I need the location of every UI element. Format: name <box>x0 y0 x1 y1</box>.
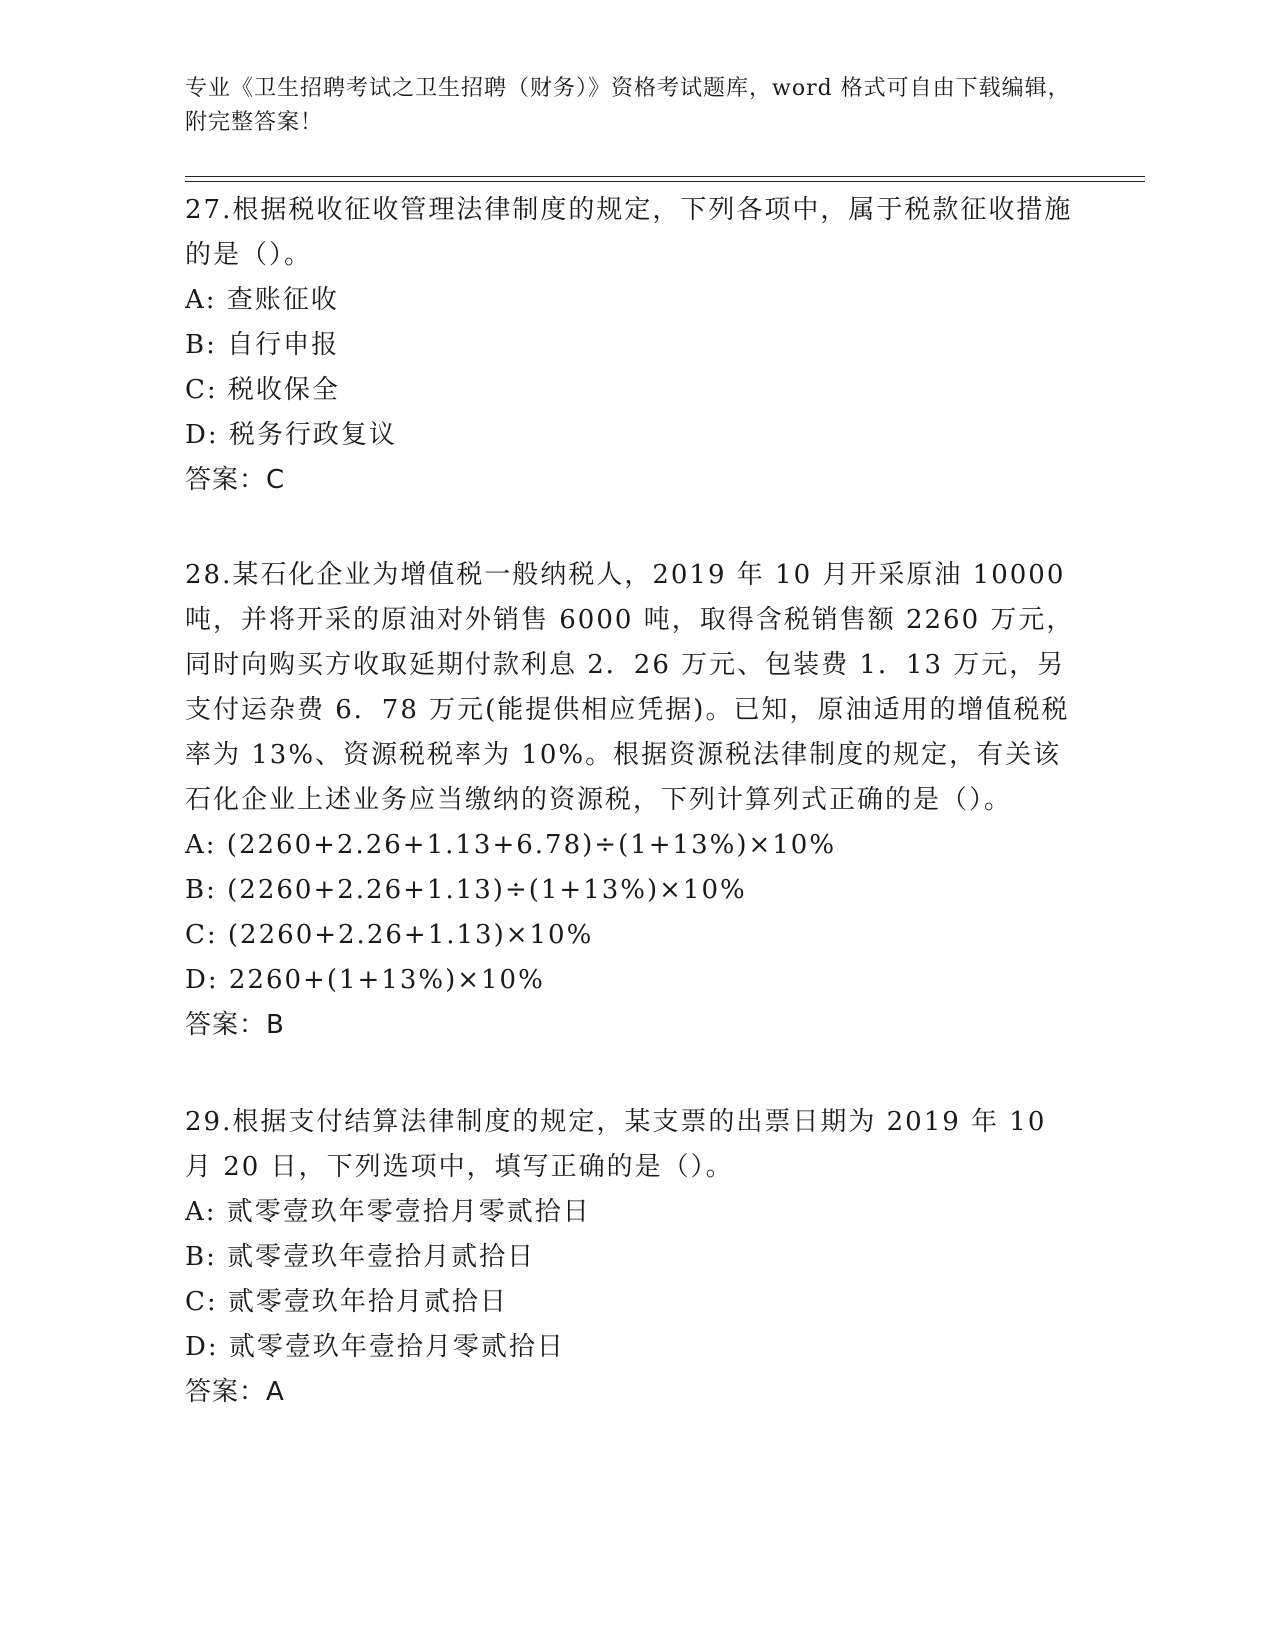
option-b: B: 自行申报 <box>185 330 340 360</box>
question-27 <box>185 188 1075 503</box>
option-d: D: 贰零壹玖年壹拾月零贰拾日 <box>185 1332 565 1362</box>
option-a: A: (2260+2.26+1.13+6.78)÷(1+13%)×10% <box>185 830 837 860</box>
answer-label: 答案：C <box>185 465 286 495</box>
option-d: D: 2260+(1+13%)×10% <box>185 965 545 995</box>
header-divider-bottom <box>185 181 1145 182</box>
answer-label: 答案：B <box>185 1010 285 1040</box>
option-c: C: (2260+2.26+1.13)×10% <box>185 920 594 950</box>
question-stem: 27.根据税收征收管理法律制度的规定，下列各项中，属于税款征收措施的是（）。 <box>185 195 1073 270</box>
option-d: D: 税务行政复议 <box>185 420 397 450</box>
question-stem: 29.根据支付结算法律制度的规定，某支票的出票日期为 2019 年 10 月 20 日，下列选项中，填写正确的是（）。 <box>185 1107 1047 1182</box>
option-c: C: 贰零壹玖年拾月贰拾日 <box>185 1287 508 1317</box>
option-a: A: 查账征收 <box>185 285 339 315</box>
question-stem: 28.某石化企业为增值税一般纳税人，2019 年 10 月开采原油 10000 吨，并将开采的原油对外销售 6000 吨，取得含税销售额 2260 万元，同时向购买方收取延期付款利息 2．26 万元、包装费 1．13 万元，另支付运杂费 6．78 万元(能提供相应凭据)。已知，原油适用的增值税税率为 13%、资源税税率为 10%。根据资源税法律制度的规定，有关该石化企业上述业务应当缴纳的资源税，下列计算列式正确的是（）。 <box>185 560 1075 815</box>
option-a: A: 贰零壹玖年零壹拾月零贰拾日 <box>185 1197 591 1227</box>
document-header: 专业《卫生招聘考试之卫生招聘（财务）》资格考试题库，word 格式可自由下载编辑，附完整答案！ <box>185 76 1071 135</box>
answer-label: 答案：A <box>185 1377 285 1407</box>
option-b: B: (2260+2.26+1.13)÷(1+13%)×10% <box>185 875 747 905</box>
question-28 <box>185 553 1075 1048</box>
option-c: C: 税收保全 <box>185 375 340 405</box>
question-29 <box>185 1100 1075 1415</box>
header-divider-top <box>185 176 1145 177</box>
option-b: B: 贰零壹玖年壹拾月贰拾日 <box>185 1242 536 1272</box>
